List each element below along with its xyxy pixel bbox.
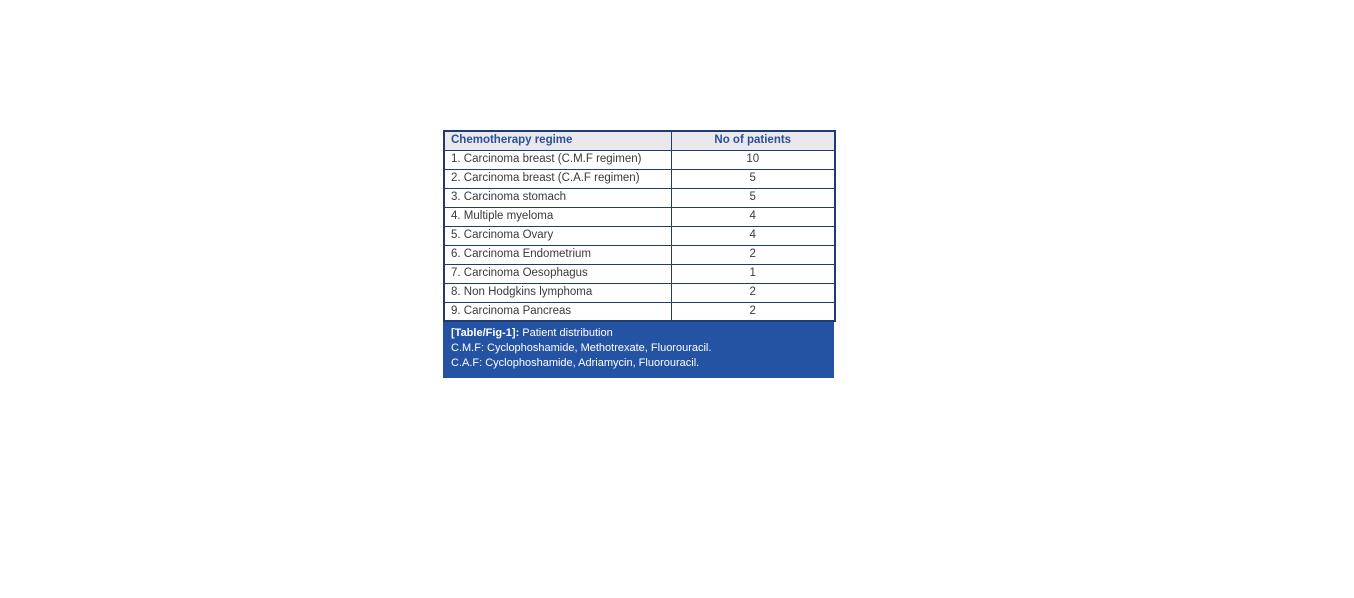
table-row: [444, 245, 835, 264]
caption-label: [Table/Fig-1]:: [451, 327, 520, 339]
patients-cell: 2: [671, 245, 835, 264]
regime-cell: 9. Carcinoma Pancreas: [444, 302, 671, 321]
column-header-no-of-patients: No of patients: [671, 131, 835, 150]
table-row: [444, 188, 835, 207]
table-row: [444, 226, 835, 245]
table-row: [444, 207, 835, 226]
regime-cell: 8. Non Hodgkins lymphoma: [444, 283, 671, 302]
regime-cell: 2. Carcinoma breast (C.A.F regimen): [444, 169, 671, 188]
patients-cell: 2: [671, 283, 835, 302]
patients-cell: 4: [671, 226, 835, 245]
table-row: [444, 283, 835, 302]
column-header-chemotherapy-regime: Chemotherapy regime: [444, 131, 671, 150]
patient-distribution-table: [443, 130, 836, 322]
regime-cell: 1. Carcinoma breast (C.M.F regimen): [444, 150, 671, 169]
patients-cell: 10: [671, 150, 835, 169]
patients-cell: 1: [671, 264, 835, 283]
caption-line-title: [451, 326, 826, 341]
table-row: [444, 302, 835, 321]
regime-cell: 3. Carcinoma stomach: [444, 188, 671, 207]
patients-cell: 5: [671, 188, 835, 207]
figure-caption: [443, 322, 834, 378]
patients-cell: 2: [671, 302, 835, 321]
regime-cell: 6. Carcinoma Endometrium: [444, 245, 671, 264]
regime-cell: 5. Carcinoma Ovary: [444, 226, 671, 245]
table-row: [444, 150, 835, 169]
caption-title: Patient distribution: [522, 327, 613, 339]
caption-line-cmf: C.M.F: Cyclophoshamide, Methotrexate, Fluorouracil.: [451, 342, 712, 354]
table-fig-1: [443, 130, 834, 378]
caption-line-caf: C.A.F: Cyclophoshamide, Adriamycin, Fluorouracil.: [451, 357, 700, 369]
table-header-row: [444, 131, 835, 150]
patients-cell: 4: [671, 207, 835, 226]
regime-cell: 7. Carcinoma Oesophagus: [444, 264, 671, 283]
table-row: [444, 169, 835, 188]
patients-cell: 5: [671, 169, 835, 188]
regime-cell: 4. Multiple myeloma: [444, 207, 671, 226]
table-row: [444, 264, 835, 283]
